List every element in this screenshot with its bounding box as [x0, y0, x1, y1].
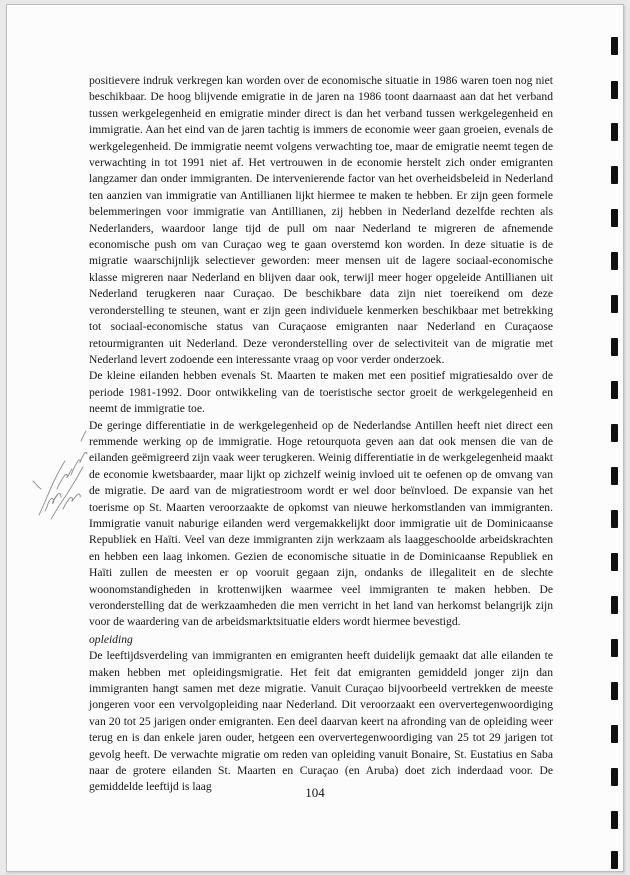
- page-number: 104: [305, 785, 325, 800]
- binding-mark-icon: [611, 768, 618, 786]
- paragraph-3: De geringe differentiatie in de werkgelegenheid op de Nederlandse Antillen heeft niet direct een remmende werking op de immigratie. Hoge retourquota geven aan dat ook mensen die van de eilanden geëmigreerd zijn vaak weer terugkeren. Weinig differentiatie in de werkgelegenheid maakt de economie kwetsbaarder, maar lijkt op zichzelf weinig invloed uit te oefenen op de omvang van de migratie. De aard van de migratiestroom wordt er wel door beïnvloed. De expansie van het toerisme op St. Maarten veroorzaakte de opkomst van nieuwe herkomstlanden van immigranten. Immigratie vanuit naburige eilanden werd vergemakkelijkt door immigratie uit de Dominicaanse Republiek en Haïti. Veel van deze immigranten zijn werkzaam als laaggeschoolde arbeidskrachten en hebben een laag inkomen. Gezien de economische situatie in de Dominicaanse Republiek en Haïti zullen de meesten er op vooruit gegaan zijn, ondanks de illegaliteit en de slechte woonomstandigheden in krottenwijken waarmee veel immigranten te maken hebben. De veronderstelling dat de werkzaamheden die men verricht in het land van herkomst belangrijk zijn voor de waardering van de arbeidsmarktsituatie elders wordt hiermee bevestigd.: [89, 418, 553, 629]
- binding-mark-icon: [611, 338, 618, 356]
- binding-mark-icon: [611, 252, 618, 270]
- binding-mark-icon: [611, 682, 618, 700]
- document-page: [6, 4, 624, 872]
- binding-mark-icon: [611, 424, 618, 442]
- paragraph-2: De kleine eilanden hebben evenals St. Maarten te maken met een positief migratiesaldo over de periode 1981-1992. Door ontwikkeling van de toeristische sector groeit de werkgelegenheid en neemt de immigratie toe.: [89, 369, 553, 416]
- paragraph-4: De leeftijdsverdeling van immigranten en emigranten heeft duidelijk gemaakt dat alle eilanden te maken hebben met opleidingsmigratie. Het feit dat emigranten gemiddeld jonger zijn dan immigranten hangt samen met deze migratie. Vanuit Curaçao bijvoorbeeld vertrekken de meeste jongeren voor een vervolgopleiding naar Nederland. Dit veroorzaakt een oververtegenwoordiging van 20 tot 25 jarigen onder emigranten. Een deel daarvan keert na afronding van de opleiding weer terug en is dan enkele jaren ouder, hetgeen een oververtegenwoordiging van 25 tot 29 jarigen tot gevolg heeft. De verwachte migratie om reden van opleiding vanuit Bonaire, St. Eustatius en Saba naar de grotere eilanden St. Maarten en Curaçao (en Aruba) doet zich inderdaad voor. De gemiddelde leeftijd is laag: [89, 649, 553, 794]
- binding-mark-icon: [611, 166, 618, 184]
- binding-mark-icon: [611, 596, 618, 614]
- binding-mark-icon: [611, 811, 618, 829]
- binding-mark-icon: [611, 851, 618, 869]
- binding-mark-icon: [611, 295, 618, 313]
- section-heading: opleiding: [89, 632, 133, 646]
- binding-mark-icon: [611, 467, 618, 485]
- binding-mark-icon: [611, 553, 618, 571]
- binding-mark-icon: [611, 510, 618, 528]
- binding-marks: [609, 25, 621, 870]
- binding-mark-icon: [611, 37, 618, 55]
- binding-mark-icon: [611, 123, 618, 141]
- handwritten-margin-note: [21, 415, 91, 525]
- binding-mark-icon: [611, 381, 618, 399]
- binding-mark-icon: [611, 81, 618, 99]
- binding-mark-icon: [611, 639, 618, 657]
- paragraph-1: positievere indruk verkregen kan worden over de economische situatie in 1986 waren toen nog niet beschikbaar. De hoog blijvende emigratie in de jaren na 1986 toont daarnaast aan dat het verband tussen werkgelegenheid en emigratie minder direct is dan het verband tussen werkgelegenheid en immigratie. Aan het eind van de jaren tachtig is immers de economie weer gaan groeien, evenals de werkgelegenheid. De immigratie neemt volgens verwachting toe, maar de emigratie neemt tegen de verwachting in tot 1991 niet af. Het vertrouwen in de economie herstelt zich onder emigranten langzamer dan onder immigranten. De intervenierende factor van het overheidsbeleid in Nederland ten aanzien van immigratie van Antillianen lijkt hiermee te maken te hebben. Er zijn geen formele belemmeringen voor immigratie van Antillianen, zij hebben in Nederland dezelfde rechten als Nederlanders, waardoor lange tijd de pull om naar Nederland te migreren de afnemende economische push om van Curaçao weg te gaan overstemd kon worden. In deze situatie is de migratie waarschijnlijk selectiever geworden: meer mensen uit de lagere sociaal-economische klasse migreren naar Nederland en blijven daar ook, terwijl meer hoger opgeleide Antillianen uit Nederland terugkeren naar Curaçao. De beschikbare data zijn niet toereikend om deze veronderstelling te steunen, want er zijn geen individuele kenmerken beschikbaar met betrekking tot sociaal-economische status van Curaçaose emigranten naar Nederland en Curaçaose retourmigranten uit Nederland. Deze veronderstelling over de selectiviteit van de migratie met Nederland levert zodoende een interessante vraag op voor verder onderzoek.: [89, 74, 553, 366]
- binding-mark-icon: [611, 725, 618, 743]
- body-text: [89, 73, 553, 796]
- binding-mark-icon: [611, 209, 618, 227]
